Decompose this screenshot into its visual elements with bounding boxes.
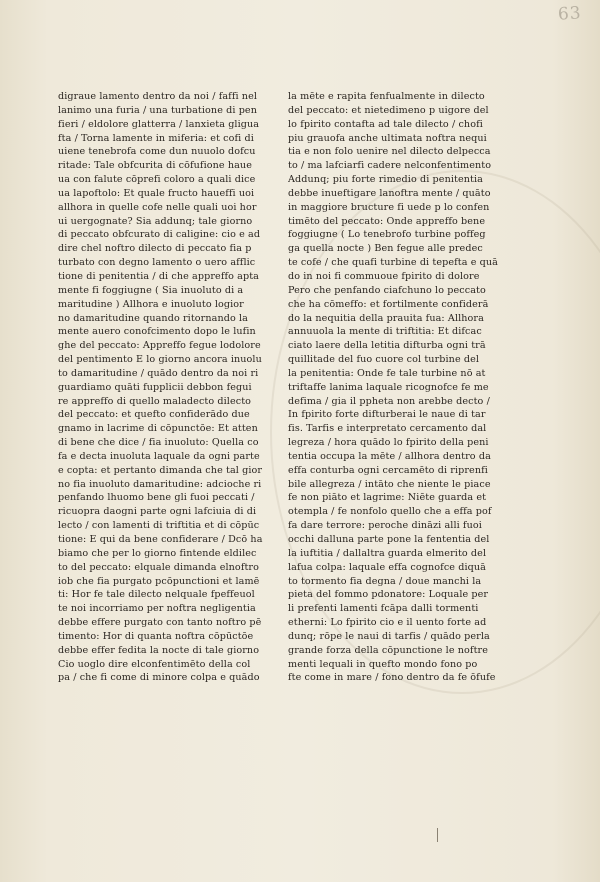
text-line: do in noi fi commuoue fpirito di dolore xyxy=(288,270,480,282)
text-line: tentia occupa la mēte / allhora dentro da xyxy=(288,450,491,462)
text-line: to del peccato: elquale dimanda elnoftro xyxy=(58,561,259,573)
text-line: tia e non folo uenire nel dilecto delpecca xyxy=(288,146,491,158)
text-line: maritudine ) Allhora e inuoluto logior xyxy=(58,298,244,310)
text-line: occhi dalluna parte pone la fententia del xyxy=(288,534,490,545)
text-line: di peccato obfcurato di caligine: cio e ad xyxy=(58,229,261,241)
text-line: do la nequitia della prauita fua: Allhora xyxy=(288,312,484,324)
text-line: la iuftitia / dallaltra guarda elmerito del xyxy=(288,547,487,559)
text-line: del peccato: et quefto confiderādo due xyxy=(58,409,250,421)
text-line: tione: E qui da bene confiderare / Dcō ha xyxy=(58,534,263,545)
text-line: to tormento fia degna / doue manchi la xyxy=(288,575,482,587)
text-line: menti lequali in quefto mondo fono po xyxy=(288,658,478,670)
text-line: debbe inueftigare lanoftra mente / quāto xyxy=(288,187,491,199)
text-line: lo fpirito contafta ad tale dilecto / chofi xyxy=(288,118,483,130)
text-line: di bene che dice / fia inuoluto: Quella co xyxy=(58,437,259,449)
text-line: biamo che per lo giorno fintende eldilec xyxy=(58,547,257,559)
text-line: effa conturba ogni cercamēto di riprenfi xyxy=(288,464,488,476)
text-line: timento: Hor di quanta noftra cōpūctōe xyxy=(58,630,254,642)
text-line: piu grauofa anche ultimata noftra nequi xyxy=(288,132,487,144)
text-line: li prefenti lamenti fcāpa dalli tormenti xyxy=(288,603,479,615)
text-line: ciato laere della letitia difturba ogni trā xyxy=(288,340,486,352)
text-line: tione di penitentia / di che appreffo apta xyxy=(58,270,259,282)
text-line: ui uergognate? Sia addunq; tale giorno xyxy=(58,215,253,227)
text-line: Cio uoglo dire elconfentimēto della col xyxy=(58,658,251,670)
text-line: lanimo una furia / una turbatione di pen xyxy=(58,104,257,116)
text-line: fa e decta inuoluta laquale da ogni parte xyxy=(58,450,260,462)
text-line: otempla / fe nonfolo quello che a effa pof xyxy=(288,506,492,518)
text-line: bile allegreza / intāto che niente le piace xyxy=(288,478,491,490)
text-line: no fia inuoluto damaritudine: adcioche ri xyxy=(58,478,262,490)
text-line: e copta: et pertanto dimanda che tal gior xyxy=(58,464,263,476)
text-line: grande forza della cōpunctione le noftre xyxy=(288,644,489,656)
text-line: uiene tenebrofa come dun nuuolo dofcu xyxy=(58,146,256,158)
text-line: fte come in mare / fono dentro da fe ōfufe xyxy=(288,672,496,684)
left-text-column xyxy=(58,90,278,685)
folio-number: 63 xyxy=(557,3,583,25)
text-line: te noi incorriamo per noftra negligentia xyxy=(58,603,256,615)
text-line: quillitade del fuo cuore col turbine del xyxy=(288,354,480,366)
text-line: ricuopra daogni parte ogni lafciuia di di xyxy=(58,506,257,518)
text-line: digraue lamento dentro da noi / faffi nel xyxy=(58,91,258,102)
text-line: debbe effer fedita la nocte di tale giorno xyxy=(58,644,260,656)
text-line: iob che fia purgato pcōpunctioni et lamē xyxy=(58,575,260,587)
text-line: timēto del peccato: Onde appreffo bene xyxy=(288,215,486,227)
text-line: guardiamo quāti fupplicii debbon fegui xyxy=(58,381,252,393)
text-line: lecto / con lamenti di triftitia et di cōpūc xyxy=(58,520,260,532)
text-line: fa dare terrore: peroche dināzi alli fuoi xyxy=(288,520,482,532)
text-line: fieri / eldolore glatterra / lanxieta gligua xyxy=(58,118,260,130)
text-line: fe non piāto et lagrime: Niēte guarda et xyxy=(288,492,487,504)
text-line: Addunq; piu forte rimedio di penitentia xyxy=(288,174,483,186)
text-line: mente auero conofcimento dopo le lufin xyxy=(58,326,256,338)
text-line: gnamo in lacrime di cōpunctōe: Et atten xyxy=(58,423,258,435)
text-line: ua lapoftolo: Et quale fructo haueffi uoi xyxy=(58,187,255,199)
text-line: etherni: Lo fpirito cio e il uento forte ad xyxy=(288,617,487,629)
text-line: ritade: Tale obfcurita di cōfufione haue xyxy=(58,160,252,172)
text-line: to damaritudine / quādo dentro da noi ri xyxy=(58,367,259,379)
text-line: triftaffe lanima laquale ricognofce fe me xyxy=(288,381,489,393)
text-line: ti: Hor fe tale dilecto nelquale fpeffeuol xyxy=(58,589,255,601)
text-line: ghe del peccato: Appreffo fegue lodolore xyxy=(58,340,261,352)
text-line: la penitentia: Onde fe tale turbine nō at xyxy=(288,367,486,379)
text-line: re appreffo di quello maladecto dilecto xyxy=(58,395,252,407)
text-line: del pentimento E lo giorno ancora inuolu xyxy=(58,354,262,366)
text-line: lafua colpa: laquale effa cognofce diquā xyxy=(288,561,486,573)
text-line: defima / gia il ppheta non arebbe decto / xyxy=(288,395,490,407)
text-line: allhora in quelle cofe nelle quali uoi hor xyxy=(58,201,257,213)
text-line: dunq; rōpe le naui di tarfis / quādo perla xyxy=(288,630,490,642)
text-line: Pero che penfando ciafchuno lo peccato xyxy=(288,284,486,296)
text-line: pa / che fi come di minore colpa e quādo xyxy=(58,672,260,684)
text-line: debbe effere purgato con tanto noftro pē xyxy=(58,617,262,629)
text-line: legreza / hora quādo lo fpirito della peni xyxy=(288,437,489,449)
text-line: fis. Tarfis e interpretato cercamento dal xyxy=(288,423,487,435)
text-line: ga quella nocte ) Ben fegue alle predec xyxy=(288,243,483,255)
text-line: pieta del fommo pdonatore: Loquale per xyxy=(288,589,489,601)
right-text-column xyxy=(288,90,508,685)
text-line: In fpirito forte difturberai le naue di tar xyxy=(288,409,486,421)
text-line: turbato con degno lamento o uero afflic xyxy=(58,257,256,269)
text-line: penfando lhuomo bene gli fuoi peccati / xyxy=(58,492,255,504)
text-line: del peccato: et nietedimeno p uigore del xyxy=(288,104,489,116)
text-line: in maggiore bructure fi uede p lo confen xyxy=(288,201,490,213)
text-line: la mēte e rapita fenfualmente in dilecto xyxy=(288,91,485,102)
text-line: mente fi foggiugne ( Sia inuoluto di a xyxy=(58,284,244,296)
text-line: foggiugne ( Lo tenebrofo turbine poffeg xyxy=(288,229,486,241)
text-line: to / ma lafciarfi cadere nelconfentimento xyxy=(288,160,492,172)
margin-mark xyxy=(437,828,438,842)
text-line: annuuola la mente di triftitia: Et difcac xyxy=(288,326,482,338)
text-line: dire chel noftro dilecto di peccato fia p xyxy=(58,243,252,255)
text-line: che ha cōmeffo: et fortilmente confiderā xyxy=(288,298,489,310)
text-line: no damaritudine quando ritornando la xyxy=(58,312,248,324)
text-line: fta / Torna lamente in miferia: et cofi di xyxy=(58,132,254,144)
text-line: te cofe / che quafi turbine di tepefta e quā xyxy=(288,257,498,269)
text-line: ua con falute cōprefi coloro a quali dice xyxy=(58,174,256,186)
